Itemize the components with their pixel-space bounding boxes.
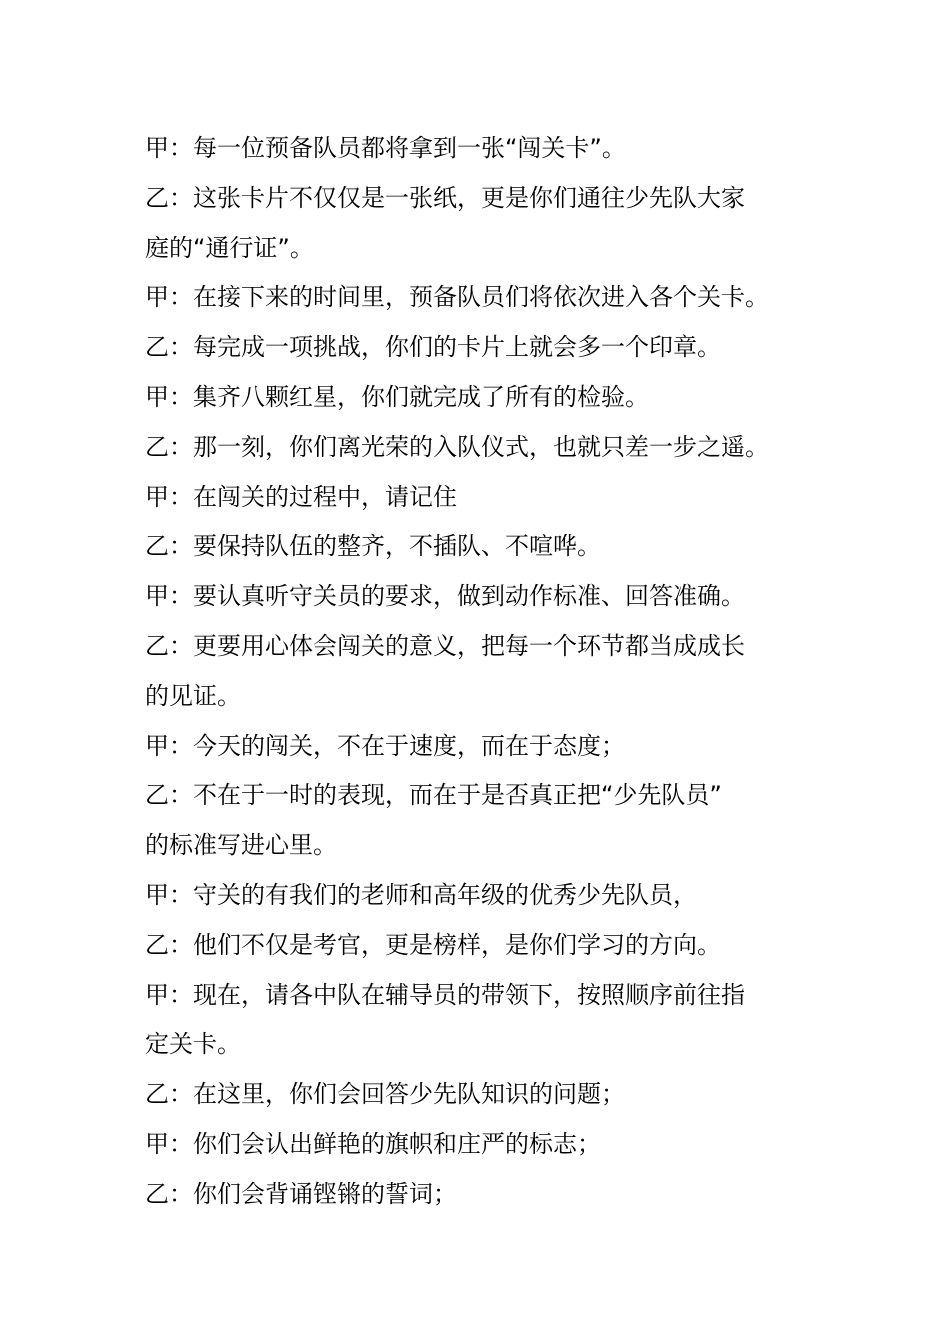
text-line: 甲：今天的闯关，不在于速度，而在于态度；	[145, 731, 625, 760]
text-line: 乙：你们会背诵铿锵的誓词；	[145, 1179, 457, 1208]
text-line: 乙：那一刻，你们离光荣的入队仪式，也就只差一步之遥。	[145, 432, 769, 461]
text-line: 乙：在这里，你们会回答少先队知识的问题；	[145, 1080, 625, 1109]
document-page	[145, 124, 815, 1220]
text-line: 甲：守关的有我们的老师和高年级的优秀少先队员，	[145, 880, 697, 909]
text-line: 甲：在闯关的过程中，请记住	[145, 482, 457, 511]
text-line: 甲：在接下来的时间里，预备队员们将依次进入各个关卡。	[145, 283, 769, 312]
text-line: 乙：更要用心体会闯关的意义，把每一个环节都当成成长	[145, 631, 745, 660]
text-line: 甲：集齐八颗红星，你们就完成了所有的检验。	[145, 382, 649, 411]
text-line: 定关卡。	[145, 1030, 241, 1059]
text-line: 甲：每一位预备队员都将拿到一张“闯关卡”。	[145, 134, 626, 162]
text-line: 乙：他们不仅是考官，更是榜样，是你们学习的方向。	[145, 930, 721, 959]
text-line: 的见证。	[145, 681, 241, 710]
text-line: 甲：现在，请各中队在辅导员的带领下，按照顺序前往指	[145, 980, 745, 1009]
text-line: 乙：不在于一时的表现，而在于是否真正把“少先队员”	[145, 781, 722, 810]
text-line: 庭的“通行证”。	[145, 233, 314, 262]
text-line: 甲：要认真听守关员的要求，做到动作标准、回答准确。	[145, 582, 745, 611]
text-line: 乙：这张卡片不仅仅是一张纸，更是你们通往少先队大家	[145, 183, 745, 212]
text-line: 乙：要保持队伍的整齐，不插队、不喧哗。	[145, 532, 601, 561]
text-line: 乙：每完成一项挑战，你们的卡片上就会多一个印章。	[145, 333, 721, 362]
text-line: 甲：你们会认出鲜艳的旗帜和庄严的标志；	[145, 1129, 601, 1158]
text-line: 的标准写进心里。	[145, 831, 337, 860]
